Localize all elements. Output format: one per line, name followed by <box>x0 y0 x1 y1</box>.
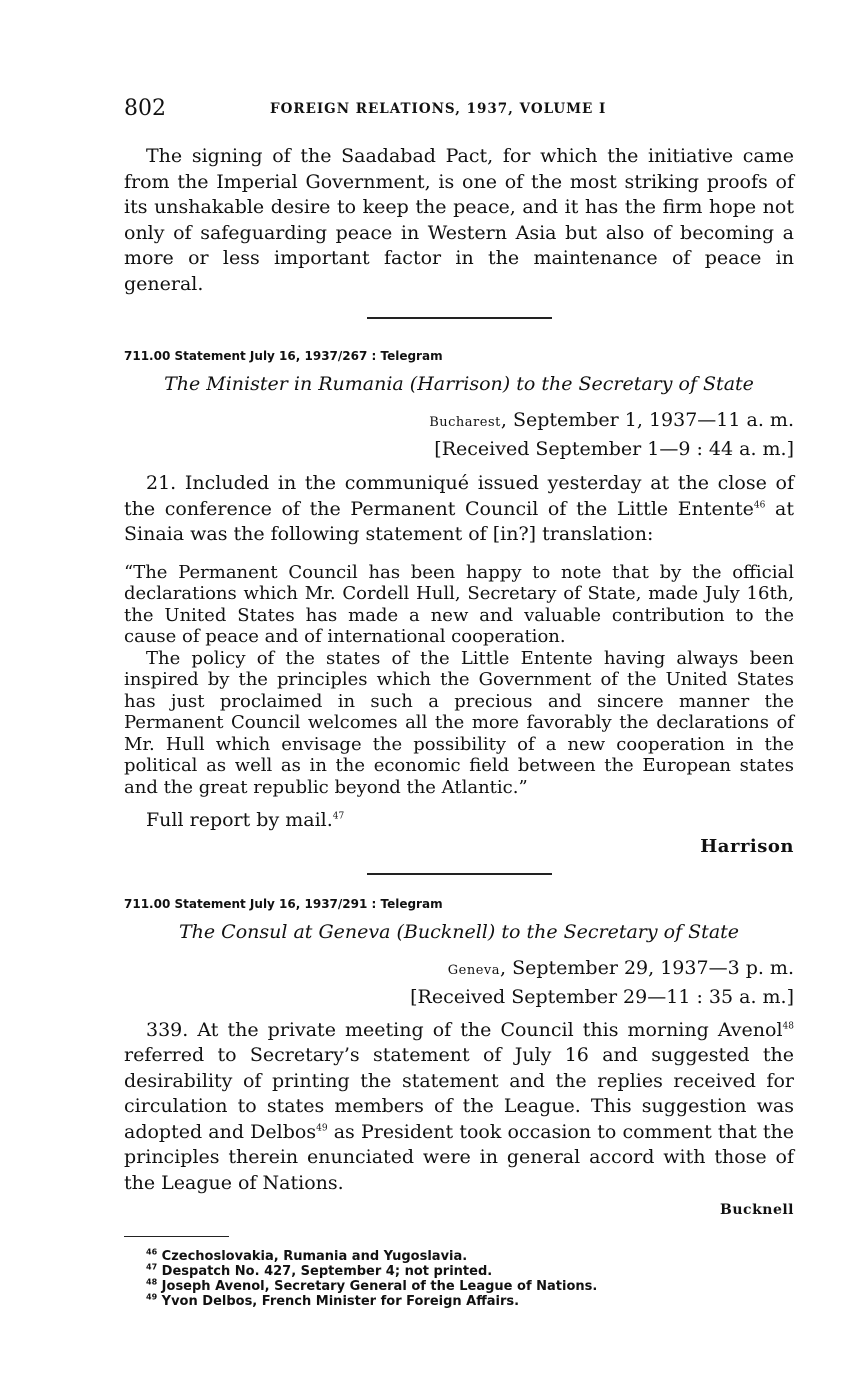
footnote-text: Joseph Avenol, Secretary General of the League of Nations. <box>161 1279 598 1294</box>
page-number: 802 <box>124 96 166 121</box>
footnote-mark: 49 <box>146 1292 158 1302</box>
dateline-date: , September 1, 1937—11 a. m. <box>500 409 794 431</box>
quoted-statement: The policy of the states of the Little Entente having always been inspired by the principles which the Government of the United States has just proclaimed in such a precious and sincere manner the Permanent Council welcomes all the more favorably the declarations of Mr. Hull which envisage the possibility of a new cooperation in the political as well as in the economic field between the European states and the great republic beyond the Atlantic.” <box>124 647 794 798</box>
footnotes <box>124 1249 794 1309</box>
signature-text: Bucknell <box>720 1202 794 1218</box>
signature <box>124 836 794 857</box>
telegram-paragraph <box>124 1018 794 1197</box>
intro-paragraph: The signing of the Saadabad Pact, for which the initiative came from the Imperial Government, is one of the most striking proofs of its unshakable desire to keep the peace, and it has the firm hope not only of safeguarding peace in Western Asia but also of becoming a more or less important factor in the maintenance of peace in general. <box>124 145 794 295</box>
dateline <box>124 407 794 462</box>
signature-text: Harrison <box>700 835 794 857</box>
page-header <box>124 96 794 130</box>
received-line: [Received September 29—11 : 35 a. m.] <box>410 985 794 1008</box>
footnote-reference: 48 <box>782 1021 794 1032</box>
footnote-reference: 47 <box>332 811 345 822</box>
footnote-divider <box>124 1236 229 1237</box>
telegram-paragraph <box>124 471 794 548</box>
paragraph-text: 339. At the private meeting of the Council this morning Avenol <box>146 1018 783 1041</box>
footnote <box>146 1249 794 1264</box>
footnote-text: Despatch No. 427, September 4; not printed. <box>161 1264 493 1279</box>
dateline-place: Bucharest <box>429 415 501 430</box>
dateline <box>124 955 794 1010</box>
paragraph-text: at Sinaia was the following statement of [in?] translation: <box>124 497 794 545</box>
section-divider <box>367 873 552 875</box>
file-reference: 711.00 Statement July 16, 1937/267 : Telegram <box>124 349 443 363</box>
footnote-reference: 49 <box>316 1123 328 1134</box>
footnote <box>146 1294 794 1309</box>
footnote-text: Yvon Delbos, French Minister for Foreign Affairs. <box>161 1294 520 1309</box>
dateline-date: , September 29, 1937—3 p. m. <box>500 956 794 979</box>
closing-text: Full report by mail. <box>146 809 333 831</box>
running-head: FOREIGN RELATIONS, 1937, VOLUME I <box>270 101 607 117</box>
quoted-statement: “The Permanent Council has been happy to note that by the official declarations which Mr. Cordell Hull, Secretary of State, made July 16th, the United States has made a new and valuable contribution to the cause of peace and of international cooperation. <box>124 561 794 647</box>
footnote <box>146 1279 794 1294</box>
paragraph-text: referred to Secretary’s statement of July 16 and suggested the desirability of printing the statement and the replies received for circulation to states members of the League. This suggestion was adopted and Delbos <box>124 1044 794 1143</box>
page <box>124 96 794 1309</box>
document-title: The Minister in Rumania (Harrison) to the Secretary of State <box>164 373 754 395</box>
closing-line <box>124 808 794 834</box>
footnote-mark: 47 <box>146 1262 158 1272</box>
footnote-reference: 46 <box>753 500 766 511</box>
footnote-text: Czechoslovakia, Rumania and Yugoslavia. <box>161 1249 468 1264</box>
paragraph-text: 21. Included in the communiqué issued yesterday at the close of the conference of the Permanent Council of the Little Entente <box>124 472 794 520</box>
dateline-place: Geneva <box>447 962 501 978</box>
footnote-mark: 48 <box>146 1277 158 1287</box>
footnote <box>146 1264 794 1279</box>
received-line: [Received September 1—9 : 44 a. m.] <box>434 438 794 460</box>
footnote-mark: 46 <box>146 1247 158 1257</box>
document-title: The Consul at Geneva (Bucknell) to the Secretary of State <box>178 920 740 943</box>
section-divider <box>367 317 552 319</box>
file-reference: 711.00 Statement July 16, 1937/291 : Telegram <box>124 896 443 911</box>
signature <box>124 1202 794 1218</box>
paragraph-text: as President took occasion to comment that the principles therein enunciated were in general accord with those of the League of Nations. <box>124 1120 794 1194</box>
